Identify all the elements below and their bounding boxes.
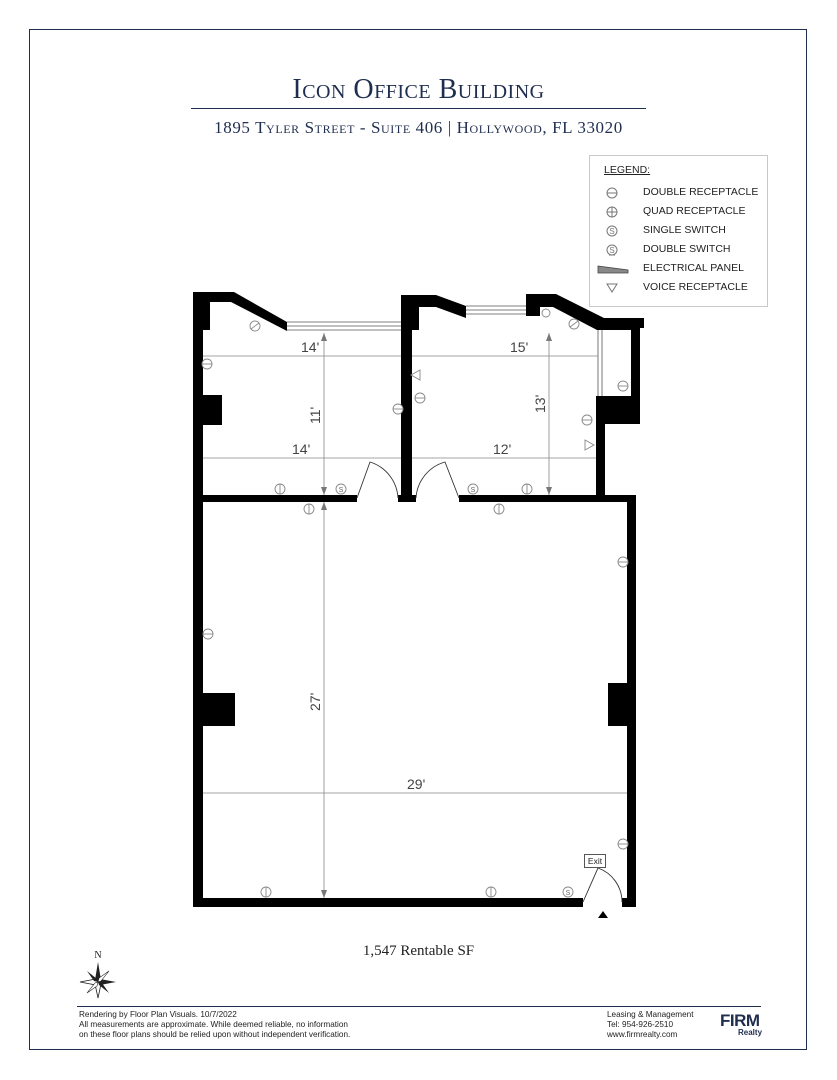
double-receptacle-icon	[275, 484, 285, 494]
wall-partition-left	[193, 495, 357, 502]
dim-office-right-depth: 13'	[532, 394, 548, 413]
wall-partition-center	[398, 495, 416, 502]
dim-main-room-width: 29'	[407, 776, 426, 792]
wall-left	[193, 292, 203, 907]
dimension-labels	[292, 339, 548, 792]
contact-phone: Tel: 954-926-2510	[607, 1020, 674, 1029]
pier-right-lower	[608, 683, 632, 726]
contact-heading: Leasing & Management	[607, 1010, 694, 1019]
legend-label: QUAD RECEPTACLE	[643, 205, 746, 217]
svg-text:S: S	[338, 487, 344, 494]
north-label: N	[94, 950, 102, 961]
dim-office-left-depth: 11'	[307, 406, 323, 424]
door-left-office[interactable]	[357, 462, 398, 498]
dim-office-right-width-bottom: 12'	[493, 441, 512, 457]
wall-partition-right	[459, 495, 636, 502]
voice-receptacles	[411, 370, 594, 450]
firm-realty-logo	[720, 1011, 764, 1039]
double-receptacle-icon	[569, 319, 579, 329]
windows	[287, 306, 602, 396]
legend-label: VOICE RECEPTACLE	[643, 281, 748, 293]
double-receptacle-icon	[203, 629, 213, 639]
wall-right-inner	[596, 424, 605, 500]
door-exit[interactable]	[583, 868, 622, 902]
door-right-office[interactable]	[416, 462, 459, 498]
rentable-area: 1,547 Rentable SF	[362, 943, 475, 959]
switches	[336, 484, 573, 897]
svg-text:S: S	[565, 890, 571, 897]
double-receptacle-icon	[248, 319, 262, 333]
exit-arrow-icon	[598, 911, 608, 918]
double-receptacle-icon	[202, 359, 212, 369]
legend-label: DOUBLE SWITCH	[643, 243, 731, 255]
legend-label: DOUBLE RECEPTACLE	[643, 186, 759, 198]
double-receptacle-icon	[494, 504, 504, 514]
double-receptacle-icon	[486, 887, 496, 897]
voice-receptacle-icon	[585, 440, 594, 450]
dim-main-room-depth: 27'	[307, 692, 323, 711]
doors	[357, 462, 622, 902]
footer-divider	[77, 1006, 761, 1007]
suite-address: 1895 Tyler Street - Suite 406 | Hollywood, FL 33020	[214, 118, 623, 137]
double-receptacle-icon	[582, 415, 592, 425]
double-receptacle-icon	[542, 309, 550, 317]
double-receptacle-icon	[304, 504, 314, 514]
double-receptacle-icon	[618, 557, 628, 567]
wall-top-center	[401, 295, 466, 330]
wall-bottom	[193, 898, 583, 907]
dimension-arrowheads	[321, 333, 552, 898]
compass-icon	[78, 946, 120, 1002]
disclaimer-line: All measurements are approximate. While deemed reliable, no information	[79, 1020, 348, 1029]
disclaimer-line: on these floor plans should be relied upon without independent verification.	[79, 1030, 351, 1039]
pier-left-upper	[193, 395, 222, 425]
wall-top-left	[193, 292, 287, 331]
walls	[193, 292, 644, 907]
single-switch-icon	[468, 484, 478, 494]
voice-receptacle-icon	[411, 370, 420, 380]
receptacles	[202, 309, 628, 897]
logo-subtext: Realty	[738, 1028, 763, 1037]
wall-right-pier	[596, 396, 640, 424]
dim-office-left-width-bottom: 14'	[292, 441, 311, 457]
footer-disclaimer	[79, 1010, 350, 1040]
pier-left-lower	[193, 693, 235, 726]
svg-text:S: S	[470, 487, 476, 494]
legend-label: SINGLE SWITCH	[643, 224, 726, 236]
double-receptacle-icon	[261, 887, 271, 897]
double-receptacle-icon	[522, 484, 532, 494]
double-receptacle-icon	[393, 404, 403, 414]
svg-text:S: S	[609, 246, 615, 255]
legend-title: LEGEND:	[604, 164, 651, 176]
double-receptacle-icon	[618, 839, 628, 849]
building-title: Icon Office Building	[292, 74, 545, 105]
svg-text:S: S	[609, 227, 615, 236]
logo-text: FIRM	[720, 1011, 760, 1030]
single-switch-icon	[336, 484, 346, 494]
exit-label: Exit	[584, 854, 606, 868]
contact-website[interactable]: www.firmrealty.com	[607, 1030, 678, 1039]
double-receptacle-icon	[618, 381, 628, 391]
double-receptacle-icon	[415, 393, 425, 403]
single-switch-icon	[563, 887, 573, 897]
footer-contact	[607, 1010, 693, 1040]
dimension-lines	[203, 333, 627, 898]
rendering-credit: Rendering by Floor Plan Visuals. 10/7/2022	[79, 1010, 237, 1019]
legend-label: ELECTRICAL PANEL	[643, 262, 744, 274]
dim-office-right-width-top: 15'	[510, 339, 529, 355]
dim-office-left-width-top: 14'	[301, 339, 320, 355]
